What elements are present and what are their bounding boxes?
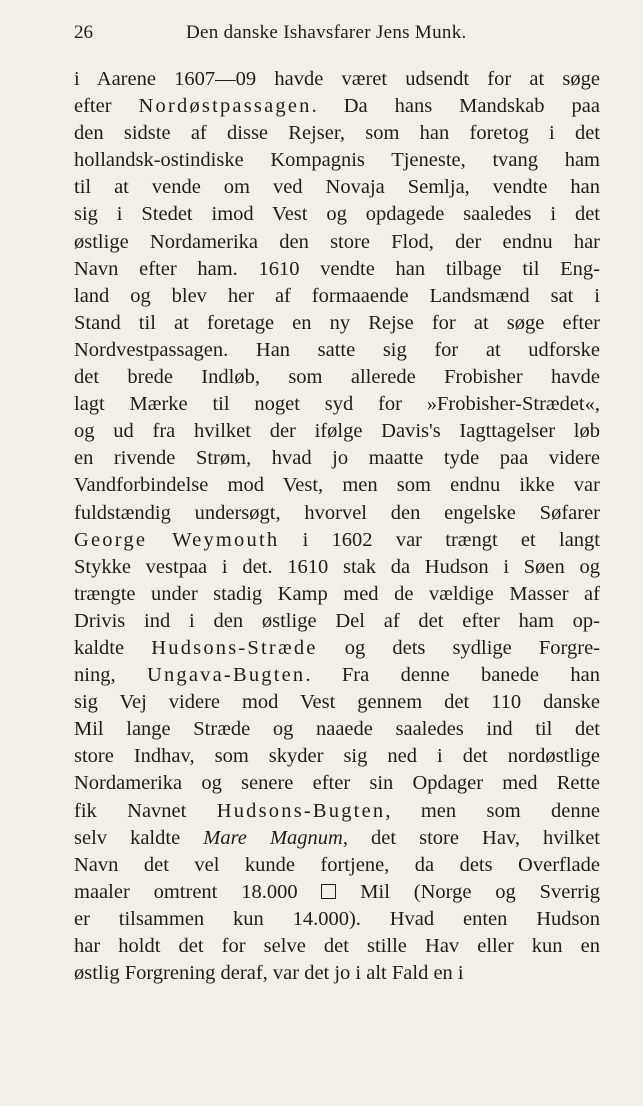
text-segment: Stykke vestpaa i det. 1610 stak da Hudson i Søen og xyxy=(74,555,600,578)
text-segment: hollandsk-ostindiske Kompagnis Tjeneste, tvang ham xyxy=(74,149,600,172)
text-line xyxy=(74,201,600,228)
text-line xyxy=(74,418,600,445)
text-line xyxy=(74,93,600,120)
text-line xyxy=(74,662,600,689)
text-line xyxy=(74,554,600,581)
text-segment: maaler omtrent 18.000 xyxy=(74,880,322,903)
text-segment: fik Navnet xyxy=(74,799,217,822)
text-segment: lagt Mærke til noget syd for »Frobisher-Strædet«, xyxy=(74,393,600,416)
text-segment: Nordamerika og senere efter sin Opdager med Rette xyxy=(74,772,600,795)
spaced-name: Nordøstpassagen xyxy=(138,95,312,118)
text-segment: Nordvestpassagen. Han satte sig for at udforske xyxy=(74,338,600,361)
text-line xyxy=(74,581,600,608)
running-title: Den danske Ishavsfarer Jens Munk. xyxy=(186,22,467,43)
text-segment: østlig Forgrening deraf, var det jo i alt Fald en i xyxy=(74,962,464,985)
text-segment: Vandforbindelse mod Vest, men som endnu ikke var xyxy=(74,474,600,497)
text-segment: i Aarene 1607—09 havde været udsendt for at søge xyxy=(74,68,600,90)
text-line xyxy=(74,364,600,391)
text-segment: sig i Stedet imod Vest og opdagede saaledes i det xyxy=(74,203,600,226)
text-segment: Stand til at foretage en ny Rejse for at søge efter xyxy=(74,311,600,334)
text-segment: . Fra denne banede han xyxy=(305,664,600,687)
text-line xyxy=(74,608,600,635)
text-line xyxy=(74,147,600,174)
text-line xyxy=(74,229,600,256)
text-segment: til at vende om ved Novaja Semlja, vendte han xyxy=(74,176,600,199)
italic-term: Mare Magnum xyxy=(203,826,343,849)
text-segment: Drivis ind i den østlige Del af det efter ham op- xyxy=(74,609,600,632)
text-segment: og dets sydlige Forgre- xyxy=(317,636,600,659)
text-segment: Navn efter ham. 1610 vendte han tilbage til Eng- xyxy=(74,257,600,280)
text-line xyxy=(74,798,600,825)
text-line xyxy=(74,527,600,554)
spaced-name: Ungava-Bugten xyxy=(146,664,306,687)
text-segment: selv kaldte xyxy=(74,826,204,849)
body-text xyxy=(74,66,600,987)
text-segment: Navn det vel kunde fortjene, da dets Overflade xyxy=(74,853,600,876)
text-line xyxy=(74,310,600,337)
text-line xyxy=(74,770,600,797)
text-line xyxy=(74,174,600,201)
text-line xyxy=(74,852,600,879)
text-segment: land og blev her af formaaende Landsmænd sat i xyxy=(74,284,600,307)
text-segment: og ud fra hvilket der ifølge Davis's Iagttagelser løb xyxy=(74,420,600,443)
text-segment: er tilsammen kun 14.000). Hvad enten Hudson xyxy=(74,907,600,930)
text-segment: store Indhav, som skyder sig ned i det nordøstlige xyxy=(74,745,600,768)
text-line xyxy=(74,635,600,662)
text-segment: . Da hans Mandskab paa xyxy=(311,95,600,118)
square-symbol-icon xyxy=(321,884,336,899)
page-number: 26 xyxy=(74,22,93,43)
text-segment: østlige Nordamerika den store Flod, der endnu har xyxy=(74,230,600,253)
text-segment: trængte under stadig Kamp med de vældige Masser af xyxy=(74,582,600,605)
text-segment: , det store Hav, hvilket xyxy=(342,826,600,849)
text-line xyxy=(74,283,600,310)
text-segment: i 1602 var trængt et langt xyxy=(279,528,600,551)
text-segment: Mil (Norge og Sverrig xyxy=(336,880,601,903)
text-line xyxy=(74,825,600,852)
text-line xyxy=(74,689,600,716)
spaced-name: Hudsons-Bugten xyxy=(216,799,386,822)
text-line xyxy=(74,445,600,472)
text-line xyxy=(74,256,600,283)
text-segment: , men som denne xyxy=(385,799,600,822)
page-header xyxy=(74,22,600,52)
text-segment: en rivende Strøm, hvad jo maatte tyde paa videre xyxy=(74,447,600,470)
text-line xyxy=(74,716,600,743)
text-line xyxy=(74,66,600,93)
text-segment: har holdt det for selve det stille Hav eller kun en xyxy=(74,935,600,957)
text-segment: fuldstændig undersøgt, hvorvel den engelske Søfarer xyxy=(74,501,600,524)
text-segment: ning, xyxy=(74,664,147,687)
text-line xyxy=(74,337,600,364)
text-line xyxy=(74,391,600,418)
text-line xyxy=(74,906,600,933)
text-segment: kaldte xyxy=(74,636,152,659)
text-line xyxy=(74,500,600,527)
text-line xyxy=(74,879,600,906)
text-line xyxy=(74,120,600,147)
text-line xyxy=(74,933,600,960)
text-segment: Mil lange Stræde og naaede saaledes ind til det xyxy=(74,718,600,741)
text-segment: sig Vej videre mod Vest gennem det 110 danske xyxy=(74,691,600,714)
text-line xyxy=(74,472,600,499)
text-segment: efter xyxy=(74,95,139,118)
text-line xyxy=(74,960,600,987)
spaced-name: George Weymouth xyxy=(74,528,280,551)
text-segment: det brede Indløb, som allerede Frobisher havde xyxy=(74,366,600,389)
spaced-name: Hudsons-Stræde xyxy=(151,636,318,659)
text-segment: den sidste af disse Rejser, som han foretog i det xyxy=(74,122,600,145)
text-line xyxy=(74,743,600,770)
